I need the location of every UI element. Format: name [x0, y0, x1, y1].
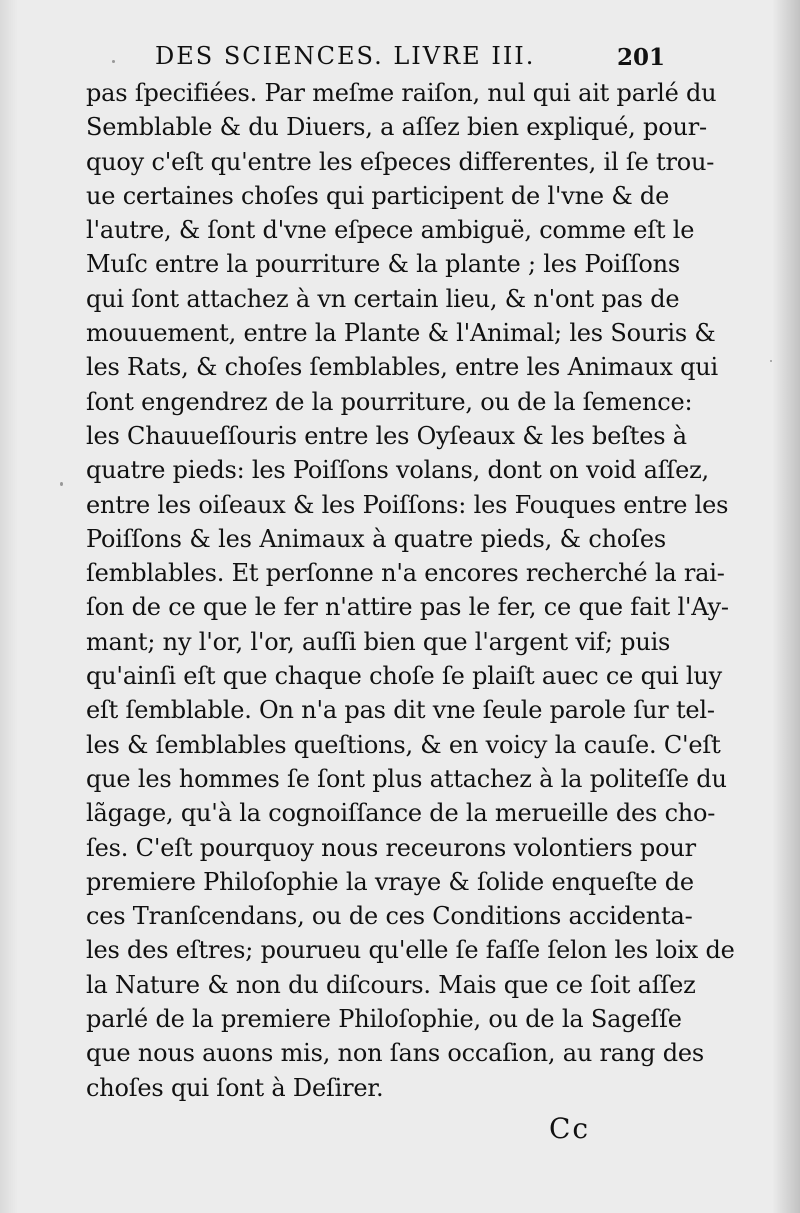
text-line: pas ſpecifiées. Par meſme raiſon, nul qui ait parlé du — [86, 79, 717, 107]
text-line: premiere Philoſophie la vraye & ſolide enqueſte de — [86, 867, 694, 896]
text-body — [86, 76, 735, 1105]
text-line: Semblable & du Diuers, a aſſez bien expliqué, pour- — [86, 113, 707, 142]
text-line: l'autre, & ſont d'vne eſpece ambiguë, comme eſt le — [86, 216, 695, 245]
text-line: ſes. C'eſt pourquoy nous receurons volontiers pour — [86, 833, 696, 862]
text-line: choſes qui ſont à Deſirer. — [86, 1073, 384, 1102]
catchword: Cc — [549, 1112, 591, 1145]
text-line: parlé de la premiere Philoſophie, ou de la Sageſſe — [86, 1005, 682, 1034]
text-line: ue certaines choſes qui participent de l'vne & de — [86, 181, 670, 210]
text-line: les des eſtres; pourueu qu'elle ſe faſſe ſelon les loix de — [86, 936, 735, 965]
page-left-shadow — [0, 0, 18, 1213]
text-line: qui ſont attachez à vn certain lieu, & n'ont pas de — [86, 284, 680, 313]
text-line: mouuement, entre la Plante & l'Animal; les Souris & — [86, 319, 716, 348]
text-line: quatre pieds: les Poiſſons volans, dont on void aſſez, — [86, 456, 709, 485]
text-line: les Rats, & choſes ſemblables, entre les Animaux qui — [86, 353, 719, 382]
text-line: qu'ainſi eſt que chaque choſe ſe plaiſt auec ce qui luy — [86, 662, 723, 691]
text-line: les & ſemblables queſtions, & en voicy la cauſe. C'eſt — [86, 730, 721, 759]
text-line: la Nature & non du diſcours. Mais que ce ſoit aſſez — [86, 970, 696, 999]
text-line: que les hommes ſe ſont plus attachez à la politeſſe du — [86, 764, 727, 793]
text-line: mant; ny l'or, l'or, auſſi bien que l'argent vif; puis — [86, 627, 671, 656]
text-line: ſemblables. Et perſonne n'a encores recherché la rai- — [86, 559, 725, 588]
page-right-shadow — [772, 0, 800, 1213]
text-line: les Chauueſſouris entre les Oyſeaux & les beſtes à — [86, 421, 687, 450]
text-line: entre les oiſeaux & les Poiſſons: les Fouques entre les — [86, 490, 729, 519]
text-line: Muſc entre la pourriture & la plante ; les Poiſſons — [86, 250, 681, 279]
paper-speck — [112, 60, 115, 63]
text-line: lãgage, qu'à la cognoiſſance de la merueille des cho- — [86, 799, 716, 828]
paper-speck — [770, 360, 772, 362]
text-line: eſt ſemblable. On n'a pas dit vne ſeule parole ſur tel- — [86, 696, 715, 725]
text-line: ſon de ce que le fer n'attire pas le fer, ce que fait l'Ay- — [86, 593, 729, 622]
text-line: ſont engendrez de la pourriture, ou de la ſemence: — [86, 387, 693, 416]
running-title: DES SCIENCES. LIVRE III. — [155, 42, 536, 70]
text-line: Poiſſons & les Animaux à quatre pieds, & choſes — [86, 524, 666, 553]
running-header — [155, 42, 665, 76]
paper-speck — [60, 482, 63, 486]
text-line: quoy c'eſt qu'entre les eſpeces differentes, il ſe trou- — [86, 147, 715, 176]
text-line: que nous auons mis, non ſans occaſion, au rang des — [86, 1039, 705, 1068]
text-line: ces Tranſcendans, ou de ces Conditions accidenta- — [86, 902, 693, 931]
page-number: 201 — [616, 44, 665, 71]
